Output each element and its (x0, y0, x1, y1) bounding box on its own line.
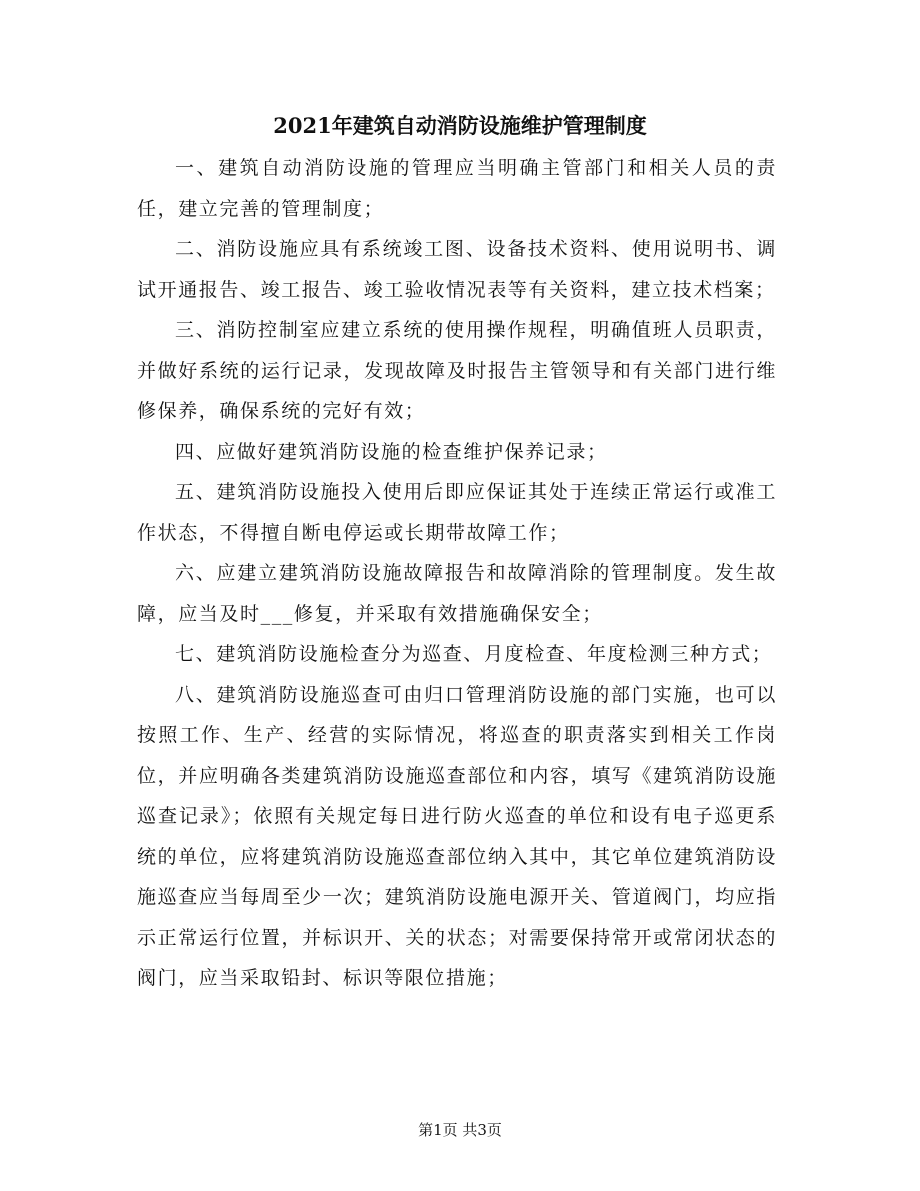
paragraph-4: 四、应做好建筑消防设施的检查维护保养记录； (175, 440, 608, 463)
paragraph-5: 五、建筑消防设施投入使用后即应保证其处于连续正常运行或准工作状态，不得擅自断电停运或长期带故障工作； (137, 481, 777, 544)
paragraph-7: 七、建筑消防设施检查分为巡查、月度检查、年度检测三种方式； (175, 643, 773, 665)
paragraph-1: 一、建筑自动消防设施的管理应当明确主管部门和相关人员的责任，建立完善的管理制度； (137, 157, 777, 220)
paragraph-2: 二、消防设施应具有系统竣工图、设备技术资料、使用说明书、调试开通报告、竣工报告、竣工验收情况表等有关资料，建立技术档案； (137, 238, 777, 301)
paragraph-3: 三、消防控制室应建立系统的使用操作规程，明确值班人员职责，并做好系统的运行记录，发现故障及时报告主管领导和有关部门进行维修保养，确保系统的完好有效； (137, 319, 777, 422)
paragraph-8: 八、建筑消防设施巡查可由归口管理消防设施的部门实施，也可以按照工作、生产、经营的实际情况，将巡查的职责落实到相关工作岗位，并应明确各类建筑消防设施巡查部位和内容，填写《建筑消防设施巡查记录》；依照有关规定每日进行防火巡查的单位和设有电子巡更系统的单位，应将建筑消防设施巡查部位纳入其中，其它单位建筑消防设施巡查应当每周至少一次；建筑消防设施电源开关、管道阀门，均应指示正常运行位置，并标识开、关的状态；对需要保持常开或常闭状态的阀门，应当采取铅封、标识等限位措施； (137, 683, 777, 989)
paragraph-6: 六、应建立建筑消防设施故障报告和故障消除的管理制度。发生故障，应当及时___修复，并采取有效措施确保安全； (137, 562, 777, 625)
page-number-footer: 第1页 共3页 (418, 1121, 502, 1139)
document-body (137, 148, 777, 999)
document-title: 2021年建筑自动消防设施维护管理制度 (273, 113, 647, 138)
